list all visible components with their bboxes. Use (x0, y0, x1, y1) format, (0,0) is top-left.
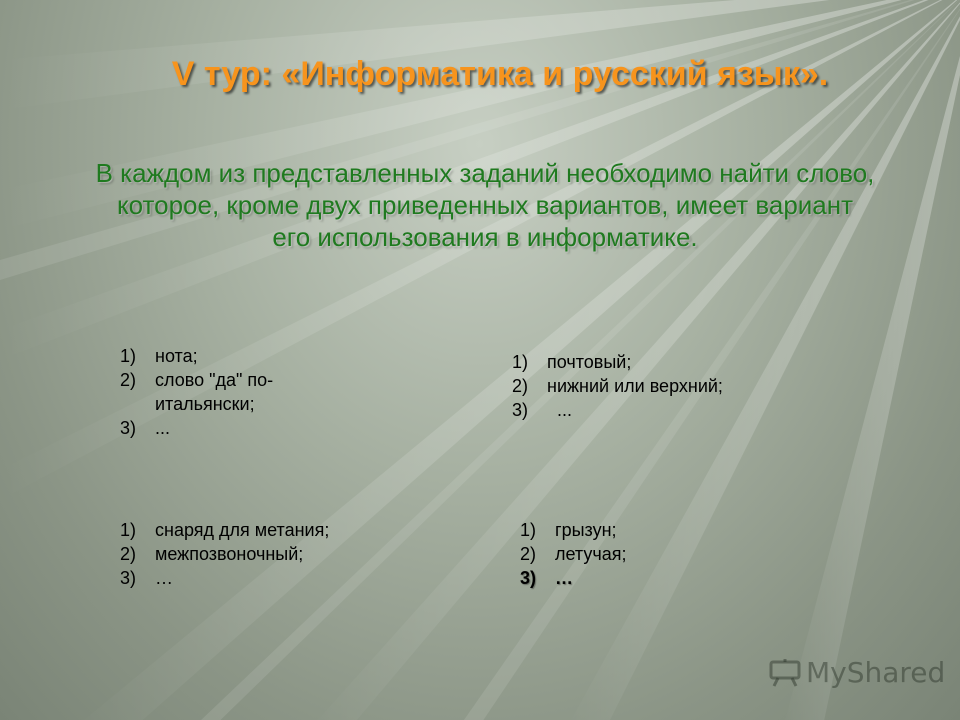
presentation-board-icon (768, 658, 802, 688)
list-item (520, 542, 780, 566)
list-item (512, 374, 832, 398)
item-text: … (555, 568, 573, 588)
item-text: … (155, 568, 173, 588)
watermark-logo (768, 656, 945, 689)
item-text: межпозвоночный; (155, 544, 304, 564)
item-number: 2) (120, 544, 137, 564)
item-number: 1) (512, 352, 529, 372)
list-item (520, 566, 780, 590)
item-number: 1) (120, 346, 137, 366)
list-item (120, 416, 340, 440)
item-number: 3) (520, 568, 537, 588)
task-3 (120, 518, 440, 590)
list-item (120, 542, 440, 566)
item-text: грызун; (555, 520, 617, 540)
item-number: 3) (120, 418, 137, 438)
item-number: 3) (120, 568, 137, 588)
list-item (120, 344, 340, 368)
item-text: почтовый; (547, 352, 632, 372)
item-text: нижний или верхний; (547, 376, 723, 396)
slide-title: V тур: «Информатика и русский язык». (171, 55, 829, 93)
item-text: снаряд для метания; (155, 520, 330, 540)
watermark-text: MyShared (806, 656, 946, 689)
task-1 (120, 344, 340, 440)
slide-subtitle: В каждом из представленных заданий необходимо найти слово, которое, кроме двух приведенных вариантов, имеет вариант его использования в информатике. (95, 158, 875, 252)
list-item (120, 566, 440, 590)
item-text: нота; (155, 346, 198, 366)
task-2 (512, 350, 832, 422)
list-item (520, 518, 780, 542)
task-4 (520, 518, 780, 590)
list-item (512, 350, 832, 374)
item-number: 1) (120, 520, 137, 540)
item-text: слово "да" по-итальянски; (155, 370, 274, 414)
list-item (120, 368, 340, 416)
item-text: летучая; (555, 544, 627, 564)
list-item (512, 398, 832, 422)
item-number: 3) (512, 400, 529, 420)
item-number: 2) (120, 370, 137, 390)
list-item (120, 518, 440, 542)
item-number: 2) (512, 376, 529, 396)
item-text: ... (547, 400, 573, 420)
item-number: 1) (520, 520, 537, 540)
item-text: ... (155, 418, 171, 438)
item-number: 2) (520, 544, 537, 564)
